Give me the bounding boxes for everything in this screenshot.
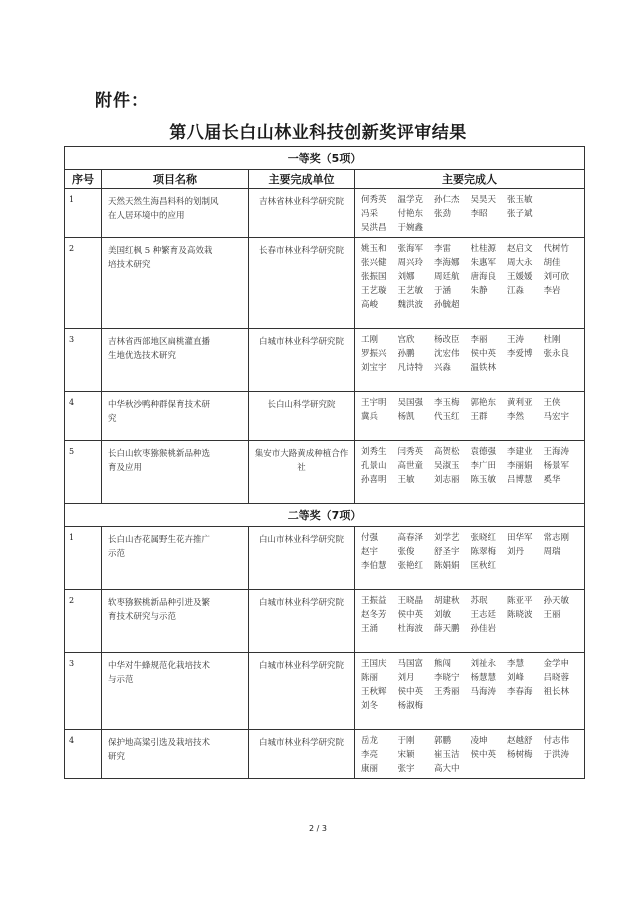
people-grid bbox=[361, 445, 580, 501]
person-name: 于刚 bbox=[397, 736, 415, 746]
person-name: 刘丹 bbox=[507, 547, 525, 557]
person-name: 刘秀生 bbox=[361, 447, 387, 457]
person-name bbox=[434, 487, 471, 501]
person-name: 刘冬 bbox=[361, 701, 379, 711]
person-name: 奚华 bbox=[543, 475, 561, 485]
person-name bbox=[544, 193, 581, 207]
person-name: 付艳东 bbox=[397, 209, 424, 219]
row-seq: 2 bbox=[65, 590, 102, 653]
table-row bbox=[65, 653, 585, 730]
table-row bbox=[65, 590, 585, 653]
person-name: 赵宇 bbox=[361, 547, 379, 557]
person-name: 王侠 bbox=[543, 398, 561, 408]
person-name bbox=[434, 636, 471, 650]
person-name bbox=[471, 298, 508, 312]
person-name: 闫秀英 bbox=[397, 447, 424, 457]
person-name: 吴洪昌 bbox=[361, 223, 387, 233]
second-prize-label: 二等奖（7项） bbox=[65, 504, 585, 527]
row-seq: 4 bbox=[65, 730, 102, 779]
people-grid bbox=[361, 242, 580, 326]
person-name: 周大永 bbox=[507, 258, 533, 268]
person-name: 陈丽 bbox=[361, 673, 379, 683]
person-name: 冯采 bbox=[361, 209, 379, 219]
unit-name: 白城市林业科学研究院 bbox=[258, 337, 344, 347]
person-name: 朱静 bbox=[470, 286, 488, 296]
attachment-label: 附件： bbox=[95, 91, 149, 111]
person-name: 岳龙 bbox=[361, 736, 379, 746]
person-name: 杨淑梅 bbox=[397, 701, 424, 711]
person-name: 沈宏伟 bbox=[434, 349, 460, 359]
page-number: 2 / 3 bbox=[309, 824, 327, 833]
person-name: 孙鹏 bbox=[397, 349, 415, 359]
person-name bbox=[507, 221, 544, 235]
person-name bbox=[544, 699, 581, 713]
person-name bbox=[361, 573, 398, 587]
project-name-line: 吉林省西部地区扁桃灌直播 bbox=[108, 337, 211, 347]
person-name: 宋颖 bbox=[397, 750, 415, 760]
person-name: 张艳红 bbox=[397, 561, 424, 571]
table-row bbox=[65, 329, 585, 392]
person-name: 孙喜明 bbox=[361, 475, 387, 485]
person-name: 李昭 bbox=[470, 209, 488, 219]
person-name: 李雷 bbox=[434, 244, 452, 254]
person-name: 李晓宁 bbox=[434, 673, 460, 683]
project-name-line: 软枣猕猴桃新品种引进及繁 bbox=[108, 598, 211, 608]
person-name: 杜海波 bbox=[397, 624, 424, 634]
person-name bbox=[471, 221, 508, 235]
person-name bbox=[434, 375, 471, 389]
unit-name: 白山市林业科学研究院 bbox=[258, 535, 344, 545]
person-name: 赵启文 bbox=[507, 244, 533, 254]
person-name: 杨慧慧 bbox=[470, 673, 497, 683]
person-name: 薛天鹏 bbox=[434, 624, 460, 634]
row-people bbox=[355, 329, 585, 392]
person-name: 高春泽 bbox=[397, 533, 424, 543]
table-row bbox=[65, 189, 585, 238]
person-name: 杨改臣 bbox=[434, 335, 460, 345]
row-project bbox=[102, 329, 249, 392]
row-unit bbox=[249, 730, 355, 779]
results-table bbox=[64, 146, 585, 779]
first-prize-label: 一等奖（5项） bbox=[65, 147, 585, 170]
person-name: 王振益 bbox=[361, 596, 387, 606]
person-name: 杨景军 bbox=[543, 461, 570, 471]
person-name: 罗振兴 bbox=[361, 349, 387, 359]
unit-name: 白城市林业科学研究院 bbox=[258, 598, 344, 608]
people-grid bbox=[361, 594, 580, 650]
person-name: 温学克 bbox=[397, 195, 424, 205]
project-name-line: 育技术研究与示范 bbox=[108, 612, 177, 622]
person-name: 黄利亚 bbox=[507, 398, 533, 408]
person-name: 周兴玲 bbox=[397, 258, 424, 268]
person-name: 杨树梅 bbox=[507, 750, 533, 760]
person-name bbox=[434, 699, 471, 713]
person-name bbox=[361, 312, 398, 326]
project-name-line: 天然天然生海昌料科的划制风 bbox=[108, 197, 219, 207]
second-prize-row bbox=[65, 504, 585, 527]
person-name: 孙天敏 bbox=[543, 596, 570, 606]
person-name: 马宏宇 bbox=[543, 412, 570, 422]
unit-name: 白城市林业科学研究院 bbox=[258, 661, 344, 671]
people-grid bbox=[361, 734, 580, 776]
project-name-line: 与示范 bbox=[108, 675, 134, 685]
person-name: 张宇 bbox=[397, 764, 415, 774]
row-project bbox=[102, 653, 249, 730]
first-prize-row bbox=[65, 147, 585, 170]
people-grid bbox=[361, 531, 580, 587]
person-name: 王艺璇 bbox=[361, 286, 387, 296]
table-row bbox=[65, 730, 585, 779]
person-name bbox=[398, 375, 435, 389]
people-grid bbox=[361, 657, 580, 727]
unit-name: 吉林省林业科学研究院 bbox=[258, 197, 344, 207]
project-name-line: 长白山杏花属野生花卉推广 bbox=[108, 535, 211, 545]
row-unit bbox=[249, 189, 355, 238]
person-name: 刘月 bbox=[397, 673, 415, 683]
person-name: 吴淑玉 bbox=[434, 461, 460, 471]
person-name bbox=[507, 622, 544, 636]
person-name: 舒圣宇 bbox=[434, 547, 460, 557]
person-name: 张晓红 bbox=[470, 533, 497, 543]
person-name: 唐海良 bbox=[470, 272, 497, 282]
person-name: 刘学艺 bbox=[434, 533, 460, 543]
person-name: 李玉梅 bbox=[434, 398, 460, 408]
person-name: 李亮 bbox=[361, 750, 379, 760]
person-name: 王涌 bbox=[361, 624, 379, 634]
row-unit bbox=[249, 527, 355, 590]
row-unit bbox=[249, 238, 355, 329]
person-name: 于婉鑫 bbox=[397, 223, 424, 233]
unit-name: 长春市林业科学研究院 bbox=[258, 246, 344, 256]
person-name: 吴国强 bbox=[397, 398, 424, 408]
unit-name: 集安市大路黄成种植合作社 bbox=[254, 449, 349, 473]
project-name-line: 美国红枫 5 种繁育及高效栽 bbox=[108, 246, 213, 256]
person-name: 胡佳 bbox=[543, 258, 561, 268]
person-name bbox=[471, 699, 508, 713]
person-name: 李岩 bbox=[543, 286, 561, 296]
person-name: 李伯慧 bbox=[361, 561, 387, 571]
person-name bbox=[361, 713, 398, 727]
person-name: 侯中英 bbox=[397, 610, 424, 620]
person-name: 康丽 bbox=[361, 764, 379, 774]
person-name: 孙仁杰 bbox=[434, 195, 460, 205]
person-name: 李海娜 bbox=[434, 258, 460, 268]
person-name: 刘敏 bbox=[434, 610, 452, 620]
person-name: 王艺敏 bbox=[397, 286, 424, 296]
person-name: 苏珉 bbox=[470, 596, 488, 606]
row-seq: 1 bbox=[65, 189, 102, 238]
person-name: 郭艳东 bbox=[470, 398, 497, 408]
row-project bbox=[102, 238, 249, 329]
person-name: 兴淼 bbox=[434, 363, 452, 373]
person-name: 代树竹 bbox=[543, 244, 570, 254]
table-row bbox=[65, 441, 585, 504]
person-name: 李然 bbox=[507, 412, 525, 422]
person-name: 侯中英 bbox=[470, 349, 497, 359]
person-name: 于涵 bbox=[434, 286, 452, 296]
person-name bbox=[544, 298, 581, 312]
person-name: 周廷航 bbox=[434, 272, 460, 282]
person-name bbox=[361, 424, 398, 438]
row-project bbox=[102, 392, 249, 441]
people-grid bbox=[361, 333, 580, 389]
person-name: 朱惠军 bbox=[470, 258, 497, 268]
person-name bbox=[507, 298, 544, 312]
row-unit bbox=[249, 590, 355, 653]
person-name bbox=[507, 559, 544, 573]
unit-name: 长白山科学研究院 bbox=[267, 400, 336, 410]
person-name: 于洪涛 bbox=[543, 750, 570, 760]
row-seq: 3 bbox=[65, 329, 102, 392]
person-name: 张玉敏 bbox=[507, 195, 533, 205]
person-name: 陈玉敏 bbox=[470, 475, 497, 485]
header-unit: 主要完成单位 bbox=[249, 170, 355, 189]
person-name: 赵冬芳 bbox=[361, 610, 387, 620]
person-name: 王敏 bbox=[397, 475, 415, 485]
row-people bbox=[355, 590, 585, 653]
row-unit bbox=[249, 392, 355, 441]
header-people: 主要完成人 bbox=[355, 170, 585, 189]
person-name: 刘志丽 bbox=[434, 475, 460, 485]
person-name bbox=[398, 573, 435, 587]
row-seq: 3 bbox=[65, 653, 102, 730]
person-name bbox=[544, 361, 581, 375]
person-name bbox=[544, 622, 581, 636]
person-name: 孙毓超 bbox=[434, 300, 460, 310]
person-name: 张兴健 bbox=[361, 258, 387, 268]
person-name: 王秋辉 bbox=[361, 687, 387, 697]
person-name: 陈晓波 bbox=[507, 610, 533, 620]
person-name: 李建业 bbox=[507, 447, 533, 457]
person-name: 姚玉和 bbox=[361, 244, 387, 254]
row-seq: 5 bbox=[65, 441, 102, 504]
person-name: 崔玉洁 bbox=[434, 750, 460, 760]
row-people bbox=[355, 189, 585, 238]
person-name: 张俊 bbox=[397, 547, 415, 557]
person-name: 何秀英 bbox=[361, 195, 387, 205]
person-name: 李慧 bbox=[507, 659, 525, 669]
person-name: 王国庆 bbox=[361, 659, 387, 669]
row-unit bbox=[249, 653, 355, 730]
person-name: 王媛媛 bbox=[507, 272, 533, 282]
person-name: 凡诗特 bbox=[397, 363, 424, 373]
person-name: 刘峰 bbox=[507, 673, 525, 683]
people-grid bbox=[361, 396, 580, 438]
project-name-line: 保护地高粱引选及栽培技术 bbox=[108, 738, 211, 748]
project-name-line: 示范 bbox=[108, 549, 126, 559]
person-name: 李丽 bbox=[470, 335, 488, 345]
person-name: 刘娜 bbox=[397, 272, 415, 282]
row-people bbox=[355, 730, 585, 779]
person-name: 李爱博 bbox=[507, 349, 533, 359]
project-name-line: 育及应用 bbox=[108, 463, 143, 473]
person-name bbox=[434, 221, 471, 235]
project-name-line: 中华秋沙鸭种群保育技术研 bbox=[108, 400, 211, 410]
person-name: 王丽 bbox=[543, 610, 561, 620]
row-people bbox=[355, 441, 585, 504]
person-name: 张振国 bbox=[361, 272, 387, 282]
person-name: 陈亚平 bbox=[507, 596, 533, 606]
person-name bbox=[361, 375, 398, 389]
table-row bbox=[65, 238, 585, 329]
document-title: 第八届长白山林业科技创新奖评审结果 bbox=[169, 123, 467, 143]
person-name: 付志伟 bbox=[543, 736, 570, 746]
row-seq: 2 bbox=[65, 238, 102, 329]
person-name: 高贺松 bbox=[434, 447, 460, 457]
row-project bbox=[102, 527, 249, 590]
row-people bbox=[355, 238, 585, 329]
person-name bbox=[507, 361, 544, 375]
person-name: 陈娟娟 bbox=[434, 561, 460, 571]
person-name bbox=[507, 699, 544, 713]
person-name: 孔景山 bbox=[361, 461, 387, 471]
project-name-line: 在人居环境中的应用 bbox=[108, 211, 185, 221]
person-name: 付强 bbox=[361, 533, 379, 543]
row-project bbox=[102, 590, 249, 653]
person-name: 刘宝宇 bbox=[361, 363, 387, 373]
table-row bbox=[65, 392, 585, 441]
person-name: 王晓晶 bbox=[397, 596, 424, 606]
person-name: 高峻 bbox=[361, 300, 379, 310]
person-name: 陈翠梅 bbox=[470, 547, 497, 557]
person-name: 温铁林 bbox=[470, 363, 497, 373]
person-name: 高世童 bbox=[397, 461, 424, 471]
person-name: 王群 bbox=[470, 412, 488, 422]
person-name: 江淼 bbox=[507, 286, 525, 296]
person-name bbox=[471, 424, 508, 438]
person-name: 杜刚 bbox=[543, 335, 561, 345]
person-name: 李丽娟 bbox=[507, 461, 533, 471]
project-name-line: 培技术研究 bbox=[108, 260, 151, 270]
person-name: 吕晓蓉 bbox=[543, 673, 570, 683]
person-name: 王海涛 bbox=[543, 447, 570, 457]
row-project bbox=[102, 730, 249, 779]
person-name bbox=[434, 424, 471, 438]
person-name: 吕博慧 bbox=[507, 475, 533, 485]
row-unit bbox=[249, 441, 355, 504]
person-name bbox=[434, 573, 471, 587]
person-name: 杨凯 bbox=[397, 412, 415, 422]
project-name-line: 中华对牛蜂规范化栽培技术 bbox=[108, 661, 211, 671]
person-name: 郭鹏 bbox=[434, 736, 452, 746]
person-name: 王宇明 bbox=[361, 398, 387, 408]
person-name: 宫欣 bbox=[397, 335, 415, 345]
row-seq: 4 bbox=[65, 392, 102, 441]
people-grid bbox=[361, 193, 580, 235]
person-name: 匡秋红 bbox=[470, 561, 497, 571]
person-name: 马国富 bbox=[397, 659, 424, 669]
person-name: 张劲 bbox=[434, 209, 452, 219]
person-name: 张海军 bbox=[397, 244, 424, 254]
person-name: 赵越舒 bbox=[507, 736, 533, 746]
person-name: 侯中英 bbox=[397, 687, 424, 697]
person-name: 张子斌 bbox=[507, 209, 533, 219]
person-name: 李广田 bbox=[470, 461, 497, 471]
project-name-line: 生地优选技术研究 bbox=[108, 351, 177, 361]
row-unit bbox=[249, 329, 355, 392]
person-name: 刘可欣 bbox=[543, 272, 570, 282]
person-name: 常志刚 bbox=[543, 533, 570, 543]
row-seq: 1 bbox=[65, 527, 102, 590]
person-name: 冀兵 bbox=[361, 412, 379, 422]
project-name-line: 长白山软枣猕猴桃新品种选 bbox=[108, 449, 211, 459]
person-name: 高大中 bbox=[434, 764, 460, 774]
person-name: 祖长林 bbox=[543, 687, 570, 697]
project-name-line: 研究 bbox=[108, 752, 126, 762]
person-name: 田华军 bbox=[507, 533, 533, 543]
person-name: 侯中英 bbox=[470, 750, 497, 760]
person-name bbox=[398, 424, 435, 438]
person-name: 胡建秋 bbox=[434, 596, 460, 606]
header-seq: 序号 bbox=[65, 170, 102, 189]
person-name: 吴昊天 bbox=[470, 195, 497, 205]
person-name: 金学申 bbox=[543, 659, 570, 669]
row-project bbox=[102, 189, 249, 238]
person-name: 刘祉永 bbox=[470, 659, 497, 669]
row-people bbox=[355, 392, 585, 441]
person-name: 马海涛 bbox=[470, 687, 497, 697]
person-name: 张永良 bbox=[543, 349, 570, 359]
row-project bbox=[102, 441, 249, 504]
person-name bbox=[544, 559, 581, 573]
person-name bbox=[398, 487, 435, 501]
row-people bbox=[355, 527, 585, 590]
person-name: 魏洪波 bbox=[397, 300, 424, 310]
person-name: 王秀丽 bbox=[434, 687, 460, 697]
project-name-line: 究 bbox=[108, 414, 117, 424]
person-name: 李春海 bbox=[507, 687, 533, 697]
table-row bbox=[65, 527, 585, 590]
person-name: 熊闯 bbox=[434, 659, 452, 669]
person-name: 杜桂源 bbox=[470, 244, 497, 254]
person-name: 周瑞 bbox=[543, 547, 561, 557]
person-name bbox=[544, 207, 581, 221]
person-name: 袁德强 bbox=[470, 447, 497, 457]
person-name: 孙佳岩 bbox=[470, 624, 497, 634]
person-name: 王志廷 bbox=[470, 610, 497, 620]
person-name: 王涛 bbox=[507, 335, 525, 345]
person-name bbox=[398, 636, 435, 650]
row-people bbox=[355, 653, 585, 730]
table-header-row bbox=[65, 170, 585, 189]
person-name: 凌坤 bbox=[470, 736, 488, 746]
person-name bbox=[361, 487, 398, 501]
person-name: 代玉红 bbox=[434, 412, 460, 422]
header-project: 项目名称 bbox=[102, 170, 249, 189]
person-name bbox=[544, 221, 581, 235]
person-name bbox=[361, 636, 398, 650]
unit-name: 白城市林业科学研究院 bbox=[258, 738, 344, 748]
person-name: 工刚 bbox=[361, 335, 379, 345]
